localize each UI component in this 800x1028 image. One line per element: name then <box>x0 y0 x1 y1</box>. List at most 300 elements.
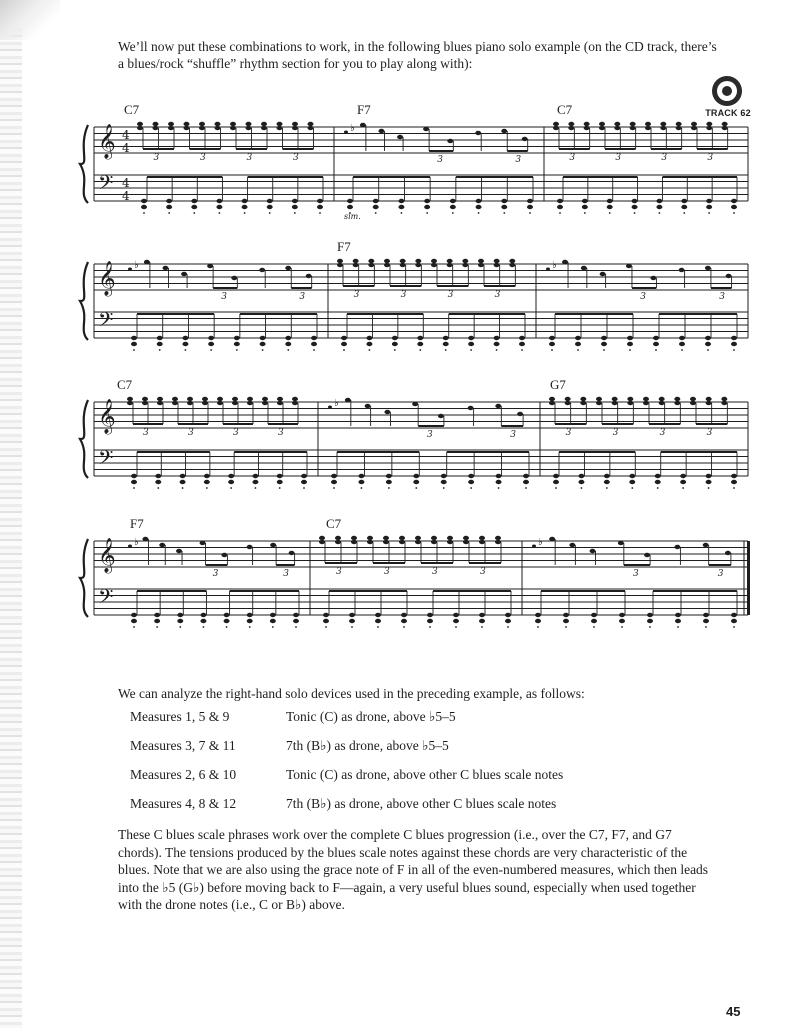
staccato-dot <box>429 626 431 628</box>
staccato-dot <box>584 212 586 214</box>
note-head <box>494 259 500 263</box>
bass-note <box>450 205 456 209</box>
bass-note <box>204 474 210 478</box>
staccato-dot <box>659 212 661 214</box>
note-head <box>706 401 712 405</box>
bass-note <box>366 342 372 346</box>
note-head <box>630 122 636 126</box>
triplet-mark: 3 <box>299 292 306 302</box>
note-head <box>590 549 596 553</box>
bass-note <box>180 474 186 478</box>
note-head <box>522 137 528 141</box>
bass-note <box>131 613 137 617</box>
bass-note <box>629 480 635 484</box>
note-head <box>431 259 437 263</box>
note-head <box>232 401 238 405</box>
note-head <box>478 259 484 263</box>
note-head <box>650 276 656 280</box>
bass-note <box>535 619 541 623</box>
triplet-mark: 3 <box>480 567 486 577</box>
bass-note <box>191 205 197 209</box>
bass-note <box>427 613 433 617</box>
staccato-dot <box>377 626 379 628</box>
bass-note <box>191 199 197 203</box>
bass-note <box>234 342 240 346</box>
treble-clef: 𝄞 <box>98 399 116 434</box>
note-head <box>262 401 268 405</box>
staccato-dot <box>470 349 472 351</box>
note-head <box>367 536 373 540</box>
bass-note <box>601 342 607 346</box>
bass-note <box>157 336 163 340</box>
staccato-dot <box>182 487 184 489</box>
note-head <box>306 274 312 278</box>
note-head <box>568 126 574 130</box>
note-head <box>200 541 206 545</box>
note-head <box>415 263 421 267</box>
triplet-mark: 3 <box>706 428 713 438</box>
note-head <box>351 536 357 540</box>
flat-accidental: ♭ <box>552 260 557 271</box>
note-head <box>261 122 267 126</box>
bass-note <box>200 613 206 617</box>
note-head <box>187 397 193 401</box>
staccato-dot <box>236 349 238 351</box>
analysis-device: Tonic (C) as drone, above ♭5–5 <box>286 709 456 724</box>
bass-note <box>417 336 423 340</box>
staccato-dot <box>203 626 205 628</box>
note-head <box>580 397 586 401</box>
note-head <box>351 540 357 544</box>
bass-note <box>177 619 183 623</box>
bass-clef: 𝄢 <box>98 585 114 613</box>
staccato-dot <box>681 349 683 351</box>
bass-note <box>731 480 737 484</box>
note-head <box>614 126 620 130</box>
note-head <box>706 122 712 126</box>
staccato-dot <box>481 626 483 628</box>
bass-note <box>373 199 379 203</box>
page-number: 45 <box>726 1004 741 1019</box>
bass-note <box>443 336 449 340</box>
triplet-mark: 3 <box>719 292 725 302</box>
note-head <box>153 122 159 126</box>
note-head <box>479 540 485 544</box>
staccato-dot <box>733 349 735 351</box>
staccato-dot <box>403 626 405 628</box>
triplet-mark: 3 <box>717 569 724 579</box>
note-head <box>181 272 187 276</box>
bass-note <box>575 342 581 346</box>
bass-note <box>180 480 186 484</box>
note-head <box>289 551 295 555</box>
triplet-mark: 3 <box>437 155 444 165</box>
staccato-dot <box>333 487 335 489</box>
staccato-dot <box>269 212 271 214</box>
bass-note <box>141 199 147 203</box>
bass-note <box>655 474 661 478</box>
note-head <box>127 401 133 405</box>
note-head <box>247 545 253 549</box>
bass-note <box>582 199 588 203</box>
note-head <box>468 406 474 410</box>
note-head <box>353 259 359 263</box>
note-head <box>643 401 649 405</box>
triplet-mark: 3 <box>427 430 433 440</box>
staccato-dot <box>565 626 567 628</box>
bass-note <box>331 474 337 478</box>
bass-note <box>285 342 291 346</box>
bass-note <box>731 336 737 340</box>
bass-note <box>675 619 681 623</box>
note-head <box>337 259 343 263</box>
staccato-dot <box>631 487 633 489</box>
note-head <box>399 540 405 544</box>
bass-note <box>166 205 172 209</box>
note-head <box>277 397 283 401</box>
note-head <box>368 259 374 263</box>
grace-note <box>344 131 348 134</box>
bass-note <box>341 342 347 346</box>
staccato-dot <box>157 487 159 489</box>
note-head <box>247 401 253 405</box>
note-head <box>600 272 606 276</box>
note-head <box>431 536 437 540</box>
staccato-dot <box>452 212 454 214</box>
note-head <box>690 401 696 405</box>
staccato-dot <box>143 212 145 214</box>
staccato-dot <box>551 349 553 351</box>
bass-note <box>632 199 638 203</box>
triplet-mark: 3 <box>212 569 219 579</box>
note-head <box>447 536 453 540</box>
note-head <box>162 266 168 270</box>
bass-note <box>731 199 737 203</box>
staccato-dot <box>537 626 539 628</box>
note-head <box>676 126 682 130</box>
note-head <box>230 122 236 126</box>
bass-note <box>277 480 283 484</box>
note-head <box>645 126 651 130</box>
flat-accidental: ♭ <box>134 260 139 271</box>
staccato-dot <box>419 349 421 351</box>
note-head <box>463 540 469 544</box>
bass-note <box>398 205 404 209</box>
staccato-dot <box>230 487 232 489</box>
triplet-mark: 3 <box>515 155 522 165</box>
note-head <box>176 549 182 553</box>
staccato-dot <box>313 349 315 351</box>
note-head <box>153 126 159 130</box>
bass-note <box>453 619 459 623</box>
analysis-device: 7th (B♭) as drone, above ♭5–5 <box>286 738 449 753</box>
bass-note <box>468 480 474 484</box>
triplet-mark: 3 <box>659 428 666 438</box>
treble-clef: 𝄞 <box>98 538 116 573</box>
bass-note <box>424 199 430 203</box>
note-head <box>495 540 501 544</box>
triplet-mark: 3 <box>278 428 284 438</box>
note-head <box>292 401 298 405</box>
staccato-dot <box>603 349 605 351</box>
bass-note <box>523 474 529 478</box>
bass-note <box>216 199 222 203</box>
grace-note <box>128 268 132 271</box>
triplet-mark: 3 <box>661 153 668 163</box>
note-head <box>261 126 267 130</box>
note-head <box>285 266 291 270</box>
note-head <box>438 414 444 418</box>
bass-note <box>228 480 234 484</box>
note-head <box>509 259 515 263</box>
staccato-dot <box>210 349 212 351</box>
bass-note <box>553 474 559 478</box>
bass-note <box>386 474 392 478</box>
triplet-mark: 3 <box>283 569 289 579</box>
note-head <box>706 126 712 130</box>
bass-note <box>441 480 447 484</box>
staccato-dot <box>426 212 428 214</box>
brace <box>80 262 88 340</box>
staccato-dot <box>521 349 523 351</box>
triplet-mark: 3 <box>246 153 253 163</box>
bass-note <box>479 613 485 617</box>
staccato-dot <box>503 212 505 214</box>
triplet-mark: 3 <box>400 290 407 300</box>
triplet-mark: 3 <box>632 569 639 579</box>
staccato-dot <box>496 349 498 351</box>
bass-note <box>323 619 329 623</box>
bass-note <box>476 205 482 209</box>
bass-note <box>679 336 685 340</box>
staccato-dot <box>677 626 679 628</box>
bass-note <box>655 480 661 484</box>
bass-note <box>413 480 419 484</box>
note-head <box>232 397 238 401</box>
staccato-dot <box>133 487 135 489</box>
note-head <box>645 122 651 126</box>
bass-note <box>131 336 137 340</box>
triplet-mark: 3 <box>510 430 516 440</box>
bass-note <box>601 336 607 340</box>
bass-note <box>647 613 653 617</box>
note-head <box>217 397 223 401</box>
bass-note <box>216 205 222 209</box>
staccato-dot <box>415 487 417 489</box>
staccato-dot <box>249 626 251 628</box>
note-head <box>690 397 696 401</box>
note-head <box>725 551 731 555</box>
bass-note <box>270 619 276 623</box>
note-head <box>292 126 298 130</box>
note-head <box>230 126 236 130</box>
note-head <box>199 126 205 130</box>
triplet-mark: 3 <box>353 290 360 300</box>
note-head <box>137 122 143 126</box>
treble-clef: 𝄞 <box>98 261 116 296</box>
chord-symbol: F7 <box>130 516 144 531</box>
staccato-dot <box>555 487 557 489</box>
note-head <box>722 122 728 126</box>
brace <box>80 400 88 478</box>
triplet-mark: 3 <box>188 428 194 438</box>
bass-note <box>450 199 456 203</box>
note-head <box>612 397 618 401</box>
chord-symbol: C7 <box>557 102 573 117</box>
note-head <box>259 268 265 272</box>
note-head <box>360 123 366 127</box>
note-head <box>142 397 148 401</box>
bass-note <box>703 613 709 617</box>
bass-note <box>267 199 273 203</box>
bass-note <box>285 336 291 340</box>
bass-note <box>557 205 563 209</box>
triplet-mark: 3 <box>565 428 572 438</box>
note-head <box>184 122 190 126</box>
note-head <box>187 401 193 405</box>
note-head <box>565 397 571 401</box>
staccato-dot <box>394 349 396 351</box>
bass-note <box>468 336 474 340</box>
staccato-dot <box>707 349 709 351</box>
staccato-dot <box>279 487 281 489</box>
staccato-dot <box>159 349 161 351</box>
bass-note <box>656 205 662 209</box>
bass-note <box>392 336 398 340</box>
note-head <box>463 536 469 540</box>
note-head <box>627 401 633 405</box>
staccato-dot <box>708 212 710 214</box>
bass-note <box>373 205 379 209</box>
staccato-dot <box>325 626 327 628</box>
note-head <box>447 263 453 267</box>
note-head <box>643 397 649 401</box>
brace <box>80 539 88 617</box>
bass-note <box>157 342 163 346</box>
note-head <box>378 129 384 133</box>
note-head <box>568 122 574 126</box>
note-head <box>415 259 421 263</box>
note-head <box>292 397 298 401</box>
bass-clef: 𝄢 <box>98 446 114 474</box>
staccato-dot <box>559 212 561 214</box>
staccato-dot <box>507 626 509 628</box>
bass-note <box>131 480 137 484</box>
staccato-dot <box>657 487 659 489</box>
bass-note <box>679 342 685 346</box>
staccato-dot <box>621 626 623 628</box>
bass-note <box>234 336 240 340</box>
bass-note <box>501 205 507 209</box>
flat-accidental: ♭ <box>334 398 339 409</box>
bass-note <box>553 480 559 484</box>
bass-note <box>527 199 533 203</box>
chord-symbol: F7 <box>357 102 371 117</box>
time-signature-bottom: 4 <box>122 189 130 203</box>
note-head <box>127 397 133 401</box>
bass-note <box>401 613 407 617</box>
bass-note <box>323 613 329 617</box>
note-head <box>207 264 213 268</box>
note-head <box>415 536 421 540</box>
triplet-mark: 3 <box>569 153 576 163</box>
note-head <box>202 401 208 405</box>
note-head <box>495 404 501 408</box>
analysis-intro: We can analyze the right-hand solo devices used in the preceding example, as follows: <box>118 686 585 701</box>
staccato-dot <box>498 487 500 489</box>
triplet-mark: 3 <box>447 290 454 300</box>
triplet-mark: 3 <box>432 567 438 577</box>
note-head <box>199 122 205 126</box>
triplet-mark: 3 <box>336 567 342 577</box>
bass-note <box>349 613 355 617</box>
triplet-mark: 3 <box>640 292 646 302</box>
bass-note <box>260 336 266 340</box>
note-head <box>644 553 650 557</box>
note-head <box>659 397 665 401</box>
staccato-dot <box>593 626 595 628</box>
analysis-measures: Measures 3, 7 & 11 <box>130 738 236 753</box>
note-head <box>308 126 314 130</box>
note-head <box>549 537 555 541</box>
bass-note <box>505 619 511 623</box>
note-head <box>345 398 351 402</box>
note-head <box>584 126 590 130</box>
note-head <box>674 401 680 405</box>
note-head <box>319 536 325 540</box>
bass-note <box>267 205 273 209</box>
note-head <box>262 397 268 401</box>
analysis-device: 7th (B♭) as drone, above other C blues scale notes <box>286 796 557 811</box>
staccato-dot <box>369 349 371 351</box>
staccato-dot <box>733 487 735 489</box>
bass-note <box>604 480 610 484</box>
staccato-dot <box>193 212 195 214</box>
note-head <box>612 401 618 405</box>
triplet-mark: 3 <box>153 153 160 163</box>
bass-note <box>476 199 482 203</box>
final-barline-thick <box>747 541 750 615</box>
staccato-dot <box>470 487 472 489</box>
note-head <box>337 263 343 267</box>
note-head <box>277 122 283 126</box>
bass-note <box>317 199 323 203</box>
bass-note <box>535 613 541 617</box>
staccato-dot <box>185 349 187 351</box>
staccato-dot <box>388 487 390 489</box>
bass-note <box>260 342 266 346</box>
staccato-dot <box>649 626 651 628</box>
note-head <box>630 126 636 130</box>
bass-note <box>301 474 307 478</box>
staccato-dot <box>529 212 531 214</box>
bass-note <box>706 474 712 478</box>
analysis-measures: Measures 4, 8 & 12 <box>130 796 237 811</box>
bass-note <box>375 619 381 623</box>
bass-note <box>292 199 298 203</box>
staccato-dot <box>655 349 657 351</box>
bass-note <box>154 619 160 623</box>
staccato-dot <box>733 212 735 214</box>
bass-note <box>653 336 659 340</box>
staccato-dot <box>179 626 181 628</box>
note-head <box>580 401 586 405</box>
bass-note <box>131 474 137 478</box>
bass-note <box>681 205 687 209</box>
note-head <box>168 122 174 126</box>
note-head <box>584 122 590 126</box>
staccato-dot <box>219 212 221 214</box>
